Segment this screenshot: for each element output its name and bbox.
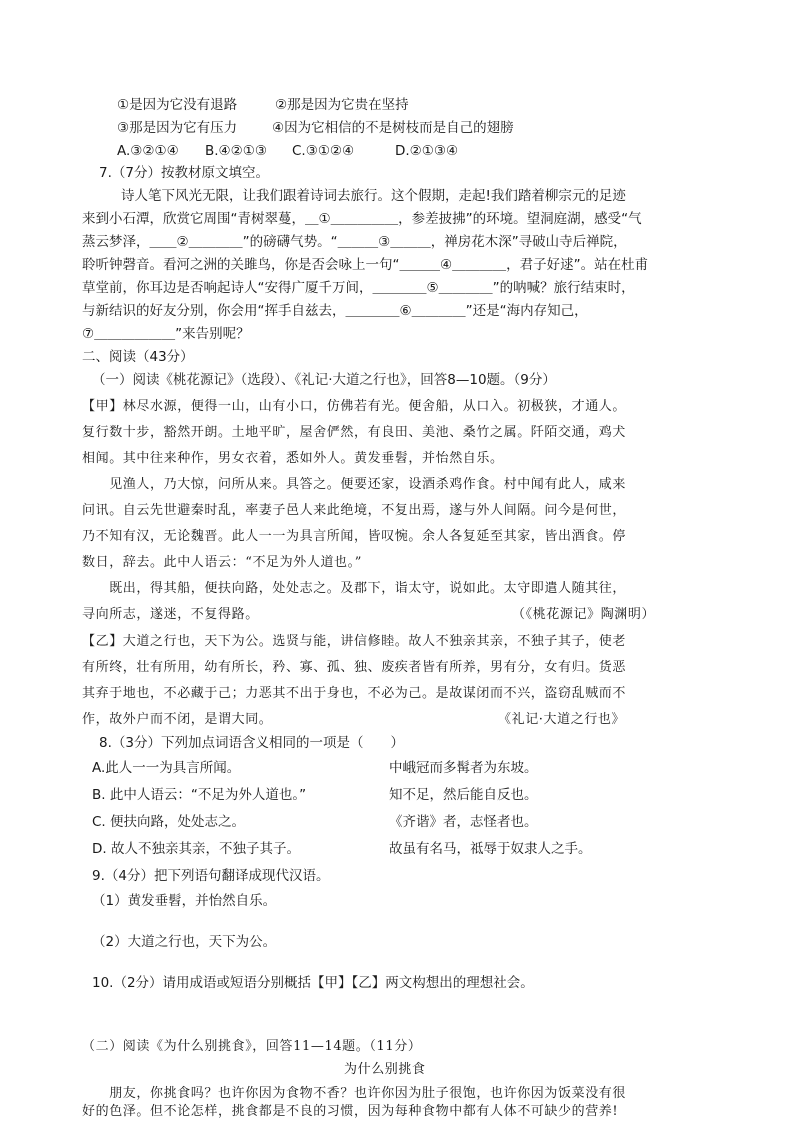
article-line: 好的色泽。但不论怎样，挑食都是不良的习惯，因为每种食物中都有人体不可缺少的营养!	[82, 1104, 619, 1119]
q6-statement-4: ④因为它相信的不是树枝而是自己的翅膀	[272, 120, 514, 136]
q6-statement-2: ②那是因为它贵在坚持	[275, 97, 409, 113]
passage-jia-line: 【甲】林尽水源，便得一山，山有小口，仿佛若有光。便舍船，从口入。初极狭，才通人。	[82, 399, 627, 414]
passage-yi-line: 作，故外户而不闭，是谓大同。	[82, 712, 273, 727]
passage-jia-source: （《桃花源记》陶渊明）	[512, 607, 656, 622]
q8-option-c-left[interactable]: C. 便扶向路，处处志之。	[92, 814, 246, 830]
article-title: 为什么别挑食	[344, 1062, 426, 1077]
passage-yi-source: 《礼记·大道之行也》	[498, 712, 626, 727]
q7-title: 7.（7分）按教材原文填空。	[99, 165, 269, 181]
passage-yi-line: 其弃于地也，不必藏于己；力恶其不出于身也，不必为己。是故谋闭而不兴，盗窃乱贼而不	[82, 686, 627, 701]
passage-jia-line: 复行数十步，豁然开朗。土地平旷，屋舍俨然，有良田、美池、桑竹之属。阡陌交通，鸡犬	[82, 425, 627, 440]
passage-jia-line: 数日，辞去。此中人语云：“不足为外人道也。”	[82, 555, 362, 570]
q6-option-b[interactable]: B.④②①③	[205, 143, 267, 159]
part1-title: （一）阅读《桃花源记》（选段）、《礼记·大道之行也》，回答8—10题。（9分）	[92, 372, 556, 388]
q8-option-a-right: 中峨冠而多髯者为东坡。	[389, 760, 538, 776]
passage-jia-line: 见渔人，乃大惊，问所从来。具答之。便要还家，设酒杀鸡作食。村中闻有此人，咸来	[82, 477, 627, 492]
q10-title: 10.（2分）请用成语或短语分别概括【甲】【乙】两文构想出的理想社会。	[92, 975, 534, 991]
q7-line: ⑦＿＿＿＿＿＿”来告别呢？	[82, 326, 250, 342]
article-line: 朋友，你挑食吗？也许你因为食物不香？也许你因为肚子很饱，也许你因为饭菜没有很	[82, 1086, 627, 1101]
q9-title: 9.（4分）把下列语句翻译成现代汉语。	[92, 868, 330, 884]
q6-statement-1: ①是因为它没有退路	[117, 97, 238, 113]
q7-line: 聆听钟磬音。看河之洲的关雎鸟，你是否会咏上一句“＿＿＿④＿＿＿＿，君子好逑”。站在杜甫	[82, 257, 649, 273]
q6-option-c[interactable]: C.③①②④	[292, 143, 355, 159]
q8-option-d-left[interactable]: D. 故人不独亲其亲，不独子其子。	[92, 841, 300, 857]
q7-line: 诗人笔下风光无限，让我们跟着诗词去旅行。这个假期，走起!我们踏着柳宗元的足迹	[121, 188, 626, 204]
q8-option-c-right: 《齐谐》者，志怪者也。	[389, 814, 538, 830]
q8-option-b-left[interactable]: B. 此中人语云：“不足为外人道也。”	[92, 787, 307, 803]
passage-jia-line: 既出，得其船，便扶向路，处处志之。及郡下，诣太守，说如此。太守即遣人随其往，	[82, 581, 627, 596]
q7-line: 来到小石潭，欣赏它周围“青树翠蔓，＿①＿＿＿＿＿，参差披拂”的环境。望洞庭湖，感受“气	[82, 211, 642, 227]
q8-option-a-left[interactable]: A.此人一一为具言所闻。	[92, 760, 241, 776]
passage-jia-line: 问讯。自云先世避秦时乱，率妻子邑人来此绝境，不复出焉，遂与外人间隔。问今是何世，	[82, 503, 627, 518]
q8-option-b-right: 知不足，然后能自反也。	[389, 787, 538, 803]
passage-jia-line: 乃不知有汉，无论魏晋。此人一一为具言所闻，皆叹惋。余人各复延至其家，皆出酒食。停	[82, 529, 627, 544]
q9-item-1: （1）黄发垂髫，并怡然自乐。	[92, 893, 277, 909]
passage-jia-line: 相闻。其中往来种作，男女衣着，悉如外人。黄发垂髫，并怡然自乐。	[82, 451, 504, 466]
q7-line: 蒸云梦泽，＿＿②＿＿＿＿”的磅礴气势。“＿＿＿③＿＿＿，禅房花木深”寻破山寺后禅院，	[82, 234, 627, 250]
part2-title: （二）阅读《为什么别挑食》，回答11—14题。（11分）	[82, 1039, 422, 1054]
q9-item-2: （2）大道之行也，天下为公。	[92, 934, 277, 950]
q7-line: 草堂前，你耳边是否响起诗人“安得广厦千万间，＿＿＿＿⑤＿＿＿＿”的呐喊？旅行结束时，	[82, 280, 635, 296]
q6-option-a[interactable]: A.③②①④	[117, 143, 179, 159]
q7-line: 与新结识的好友分别，你会用“挥手自兹去，＿＿＿＿⑥＿＿＿＿”还是“海内存知己，	[82, 303, 588, 319]
q8-option-d-right: 故虽有名马，祗辱于奴隶人之手。	[389, 841, 592, 857]
section-title: 二、阅读（43分）	[82, 349, 194, 365]
passage-jia-line: 寻向所志，遂迷，不复得路。	[82, 607, 259, 622]
q8-title: 8.（3分）下列加点词语含义相同的一项是（ ）	[99, 735, 404, 751]
passage-yi-line: 【乙】大道之行也，天下为公。选贤与能，讲信修睦。故人不独亲其亲，不独子其子，使老	[82, 634, 627, 649]
q6-option-d[interactable]: D.②①③④	[395, 143, 459, 159]
passage-yi-line: 有所终，壮有所用，幼有所长，矜、寡、孤、独、废疾者皆有所养，男有分，女有归。货恶	[82, 660, 627, 675]
q6-statement-3: ③那是因为它有压力	[117, 120, 238, 136]
